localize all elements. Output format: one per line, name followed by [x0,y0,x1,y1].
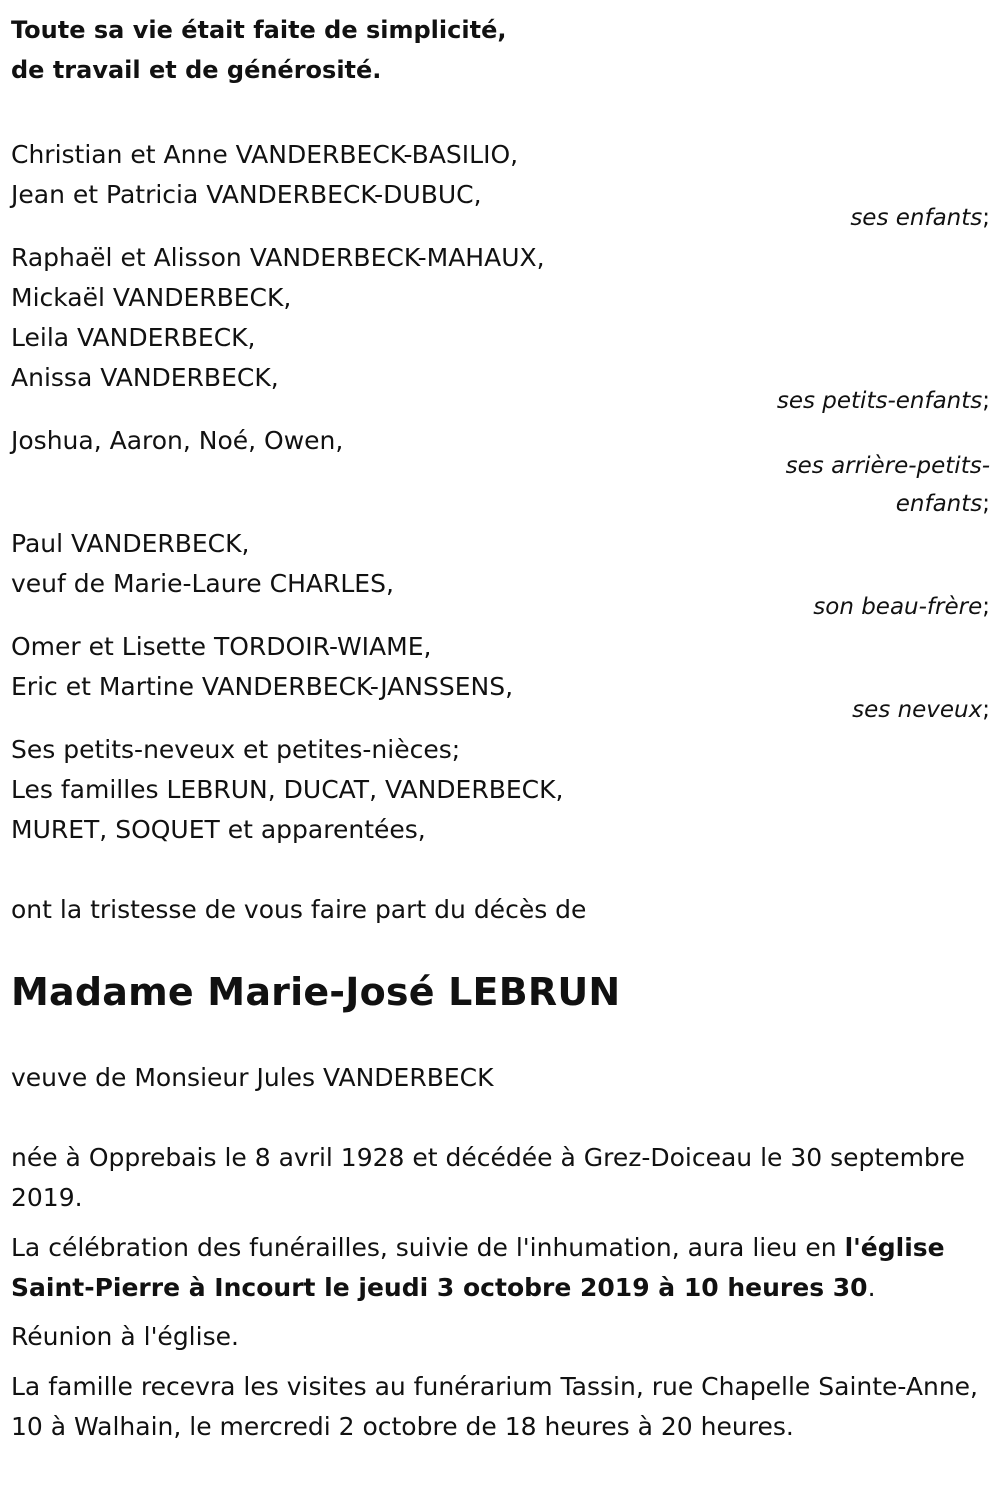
ceremony-info [11,1228,988,1308]
relation-label-line-1: ses arrière-petits- [785,453,990,479]
meeting-info: Réunion à l'église. [11,1322,239,1351]
ceremony-end: . [867,1273,876,1302]
family-name: Anissa VANDERBECK, [11,363,279,392]
family-group-nephews [11,627,990,729]
family-name: veuf de Marie-Laure CHARLES, [11,569,394,598]
family-group-great-grandchildren [11,421,990,523]
ceremony-place-time: l'église Saint-Pierre à Incourt le jeudi 3 octobre 2019 à 10 heures 30 [11,1233,945,1302]
family-name: Paul VANDERBECK, [11,529,250,558]
relation-label: ses petits-enfants; [776,388,990,414]
family-name: Raphaël et Alisson VANDERBECK-MAHAUX, [11,243,545,272]
relation-label: son beau-frère; [813,594,990,620]
relation-label: ses enfants; [850,205,990,231]
birth-death-dates: née à Opprebais le 8 avril 1928 et décédée à Grez-Doiceau le 30 septembre 2019. [11,1143,965,1212]
announcement-line: ont la tristesse de vous faire part du décès de [11,895,587,924]
ceremony-intro: La célébration des funérailles, suivie de l'inhumation, aura lieu en [11,1233,845,1262]
family-group-grandchildren [11,238,990,420]
widow-of-line: veuve de Monsieur Jules VANDERBECK [11,1063,494,1092]
family-name: Christian et Anne VANDERBECK-BASILIO, [11,140,519,169]
family-group-brother-in-law [11,524,990,626]
family-name: Eric et Martine VANDERBECK-JANSSENS, [11,672,514,701]
family-name: Les familles LEBRUN, DUCAT, VANDERBECK, [11,775,564,804]
epigraph-line-1: Toute sa vie était faite de simplicité, [11,16,507,44]
extended-family [11,730,990,850]
relation-label: ses neveux; [852,697,990,723]
family-name: MURET, SOQUET et apparentées, [11,815,426,844]
family-group-children [11,135,990,237]
epigraph [11,10,506,90]
epigraph-line-2: de travail et de générosité. [11,56,382,84]
family-name: Leila VANDERBECK, [11,323,256,352]
family-name: Mickaël VANDERBECK, [11,283,292,312]
deceased-name: Madame Marie-José LEBRUN [11,970,621,1014]
relation-label-line-2: enfants; [895,491,990,517]
family-name: Omer et Lisette TORDOIR-WIAME, [11,632,432,661]
family-name: Ses petits-neveux et petites-nièces; [11,735,461,764]
announcement-text [11,890,990,930]
family-name: Jean et Patricia VANDERBECK-DUBUC, [11,180,482,209]
widow-of [11,1058,990,1098]
visits-info: La famille recevra les visites au funérarium Tassin, rue Chapelle Sainte-Anne, 10 à Walhain, le mercredi 2 octobre de 18 heures à 20 heures. [11,1372,979,1441]
family-name: Joshua, Aaron, Noé, Owen, [11,426,344,455]
